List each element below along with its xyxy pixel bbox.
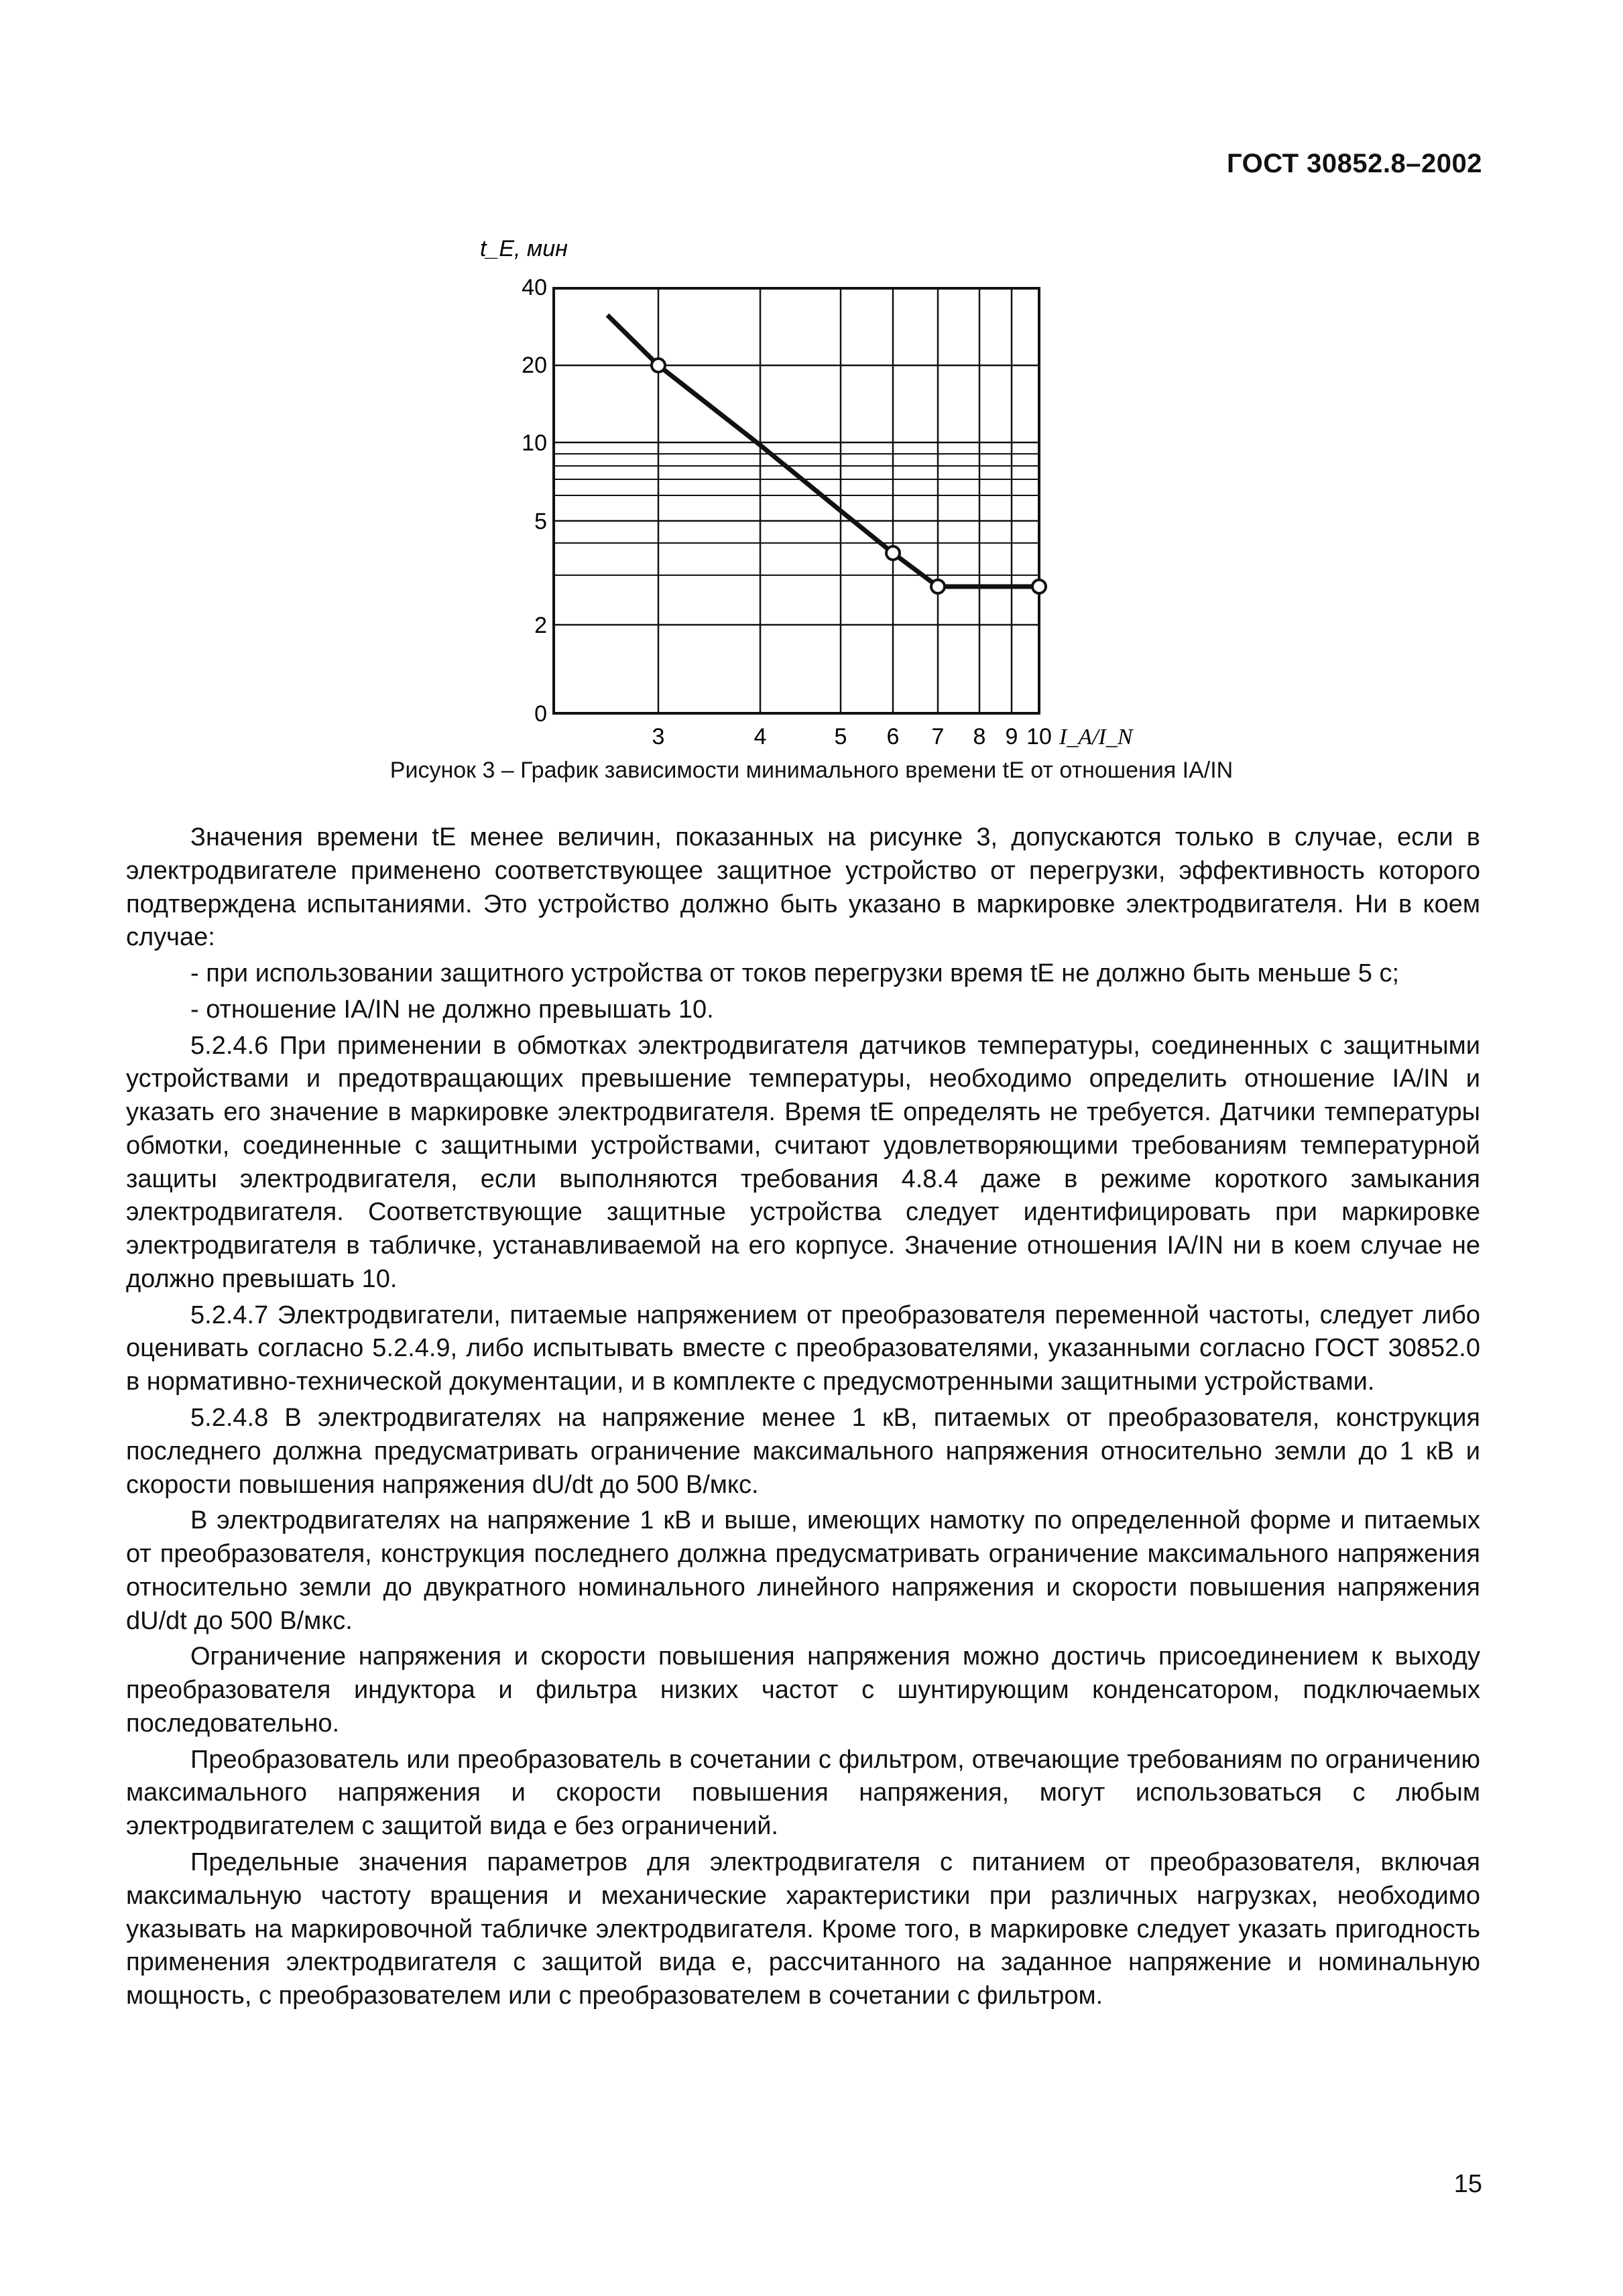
list-item-1: - при использовании защитного устройства от токов перегрузки время tE не должно быть меньше 5 с; — [190, 959, 1399, 988]
figure-caption: Рисунок 3 – График зависимости минимального времени tE от отношения IA/IN — [389, 758, 1234, 783]
y-tick-40: 40 — [522, 275, 547, 300]
y-tick-0: 0 — [534, 701, 547, 727]
data-point — [931, 580, 945, 593]
y-tick-20: 20 — [522, 353, 547, 378]
x-tick-6: 6 — [886, 724, 900, 749]
list-item-2: - отношение IA/IN не должно превышать 10. — [190, 995, 714, 1024]
x-tick-7: 7 — [931, 724, 945, 749]
data-point — [886, 546, 900, 560]
chart-svg — [436, 228, 1173, 764]
y-tick-2: 2 — [534, 613, 547, 638]
paragraph-5246: 5.2.4.6 При применении в обмотках электродвигателя датчиков температуры, соединенных с защитными устройствами и предотвращающих превышение температуры, необходимо определить отношение IA/IN и указать его значение в маркировке электродвигателя. Время tE определять не требуется. Датчики температуры обмотки, соединенные с защитными устройствами, считают удовлетворяющими требованиям температурной защиты электродвигателя, если выполняются требования 4.8.4 даже в режиме короткого замыкания электродвигателя. Соответствующие защитные устройства следует идентифицировать при маркировке электродвигателя в табличке, устанавливаемой на его корпусе. Значение отношения IA/IN ни в коем случае не должно превышать 10. — [126, 1031, 1480, 1293]
figure-3 — [436, 228, 1173, 764]
data-point — [652, 359, 665, 372]
x-tick-3: 3 — [652, 724, 665, 749]
x-tick-8: 8 — [973, 724, 986, 749]
paragraph-5248: 5.2.4.8 В электродвигателях на напряжение менее 1 кВ, питаемых от преобразователя, конструкция последнего должна предусматривать ограничение максимального напряжения относительно земли до 1 кВ и скорости повышения напряжения dU/dt до 500 В/мкс. — [126, 1404, 1480, 1499]
body-text — [126, 821, 1480, 2016]
paragraph-marking: Предельные значения параметров для электродвигателя с питанием от преобразователя, включая максимальную частоту вращения и механические характеристики при различных нагрузках, необходимо указывать на маркировочной табличке электродвигателя. Кроме того, в маркировке следует указать пригодность применения электродвигателя с защитой вида е, рассчитанного на заданное напряжение и номинальную мощность, с преобразователем или с преобразователем в сочетании с фильтром. — [126, 1848, 1480, 2010]
paragraph-1: Значения времени tE менее величин, показанных на рисунке 3, допускаются только в случае, если в электродвигателе применено соответствующее защитное устройство от перегрузки, эффективность которого подтверждена испытаниями. Это устройство должно быть указано в маркировке электродвигателя. Ни в коем случае: — [126, 823, 1480, 952]
x-tick-9: 9 — [1005, 724, 1018, 749]
paragraph-limits: Ограничение напряжения и скорости повышения напряжения можно достичь присоединением к выходу преобразователя индуктора и фильтра низких частот с шунтирующим конденсатором, подключаемых последовательно. — [126, 1642, 1480, 1738]
y-tick-5: 5 — [534, 509, 547, 534]
chart-frame — [554, 288, 1039, 713]
document-code: ГОСТ 30852.8–2002 — [1226, 149, 1482, 178]
paragraph-5247: 5.2.4.7 Электродвигатели, питаемые напряжением от преобразователя переменной частоты, следует либо оценивать согласно 5.2.4.9, либо испытывать вместе с преобразователями, указанными согласно ГОСТ 30852.0 в нормативно-технической документации, и в комплекте с предусмотренными защитными устройствами. — [126, 1301, 1480, 1396]
x-tick-10: 10 — [1026, 724, 1052, 749]
x-axis-label: I_A/I_N — [1059, 725, 1133, 749]
y-tick-10: 10 — [522, 430, 547, 456]
x-tick-4: 4 — [754, 724, 767, 749]
paragraph-filter: Преобразователь или преобразователь в сочетании с фильтром, отвечающие требованиям по ограничению максимального напряжения и скорости повышения напряжения, могут использоваться с любым электродвигателем с защитой вида е без ограничений. — [126, 1745, 1480, 1841]
page-number: 15 — [1453, 2170, 1482, 2198]
x-tick-5: 5 — [834, 724, 847, 749]
paragraph-1kv: В электродвигателях на напряжение 1 кВ и выше, имеющих намотку по определенной форме и питаемых от преобразователя, конструкция последнего должна предусматривать ограничение максимального напряжения относительно земли до двукратного номинального линейного напряжения и скорости повышения напряжения dU/dt до 500 В/мкс. — [126, 1506, 1480, 1635]
series-line — [607, 315, 1039, 587]
chart — [436, 228, 1173, 764]
data-point — [1032, 580, 1046, 593]
y-axis-label: t_E, мин — [480, 236, 568, 261]
